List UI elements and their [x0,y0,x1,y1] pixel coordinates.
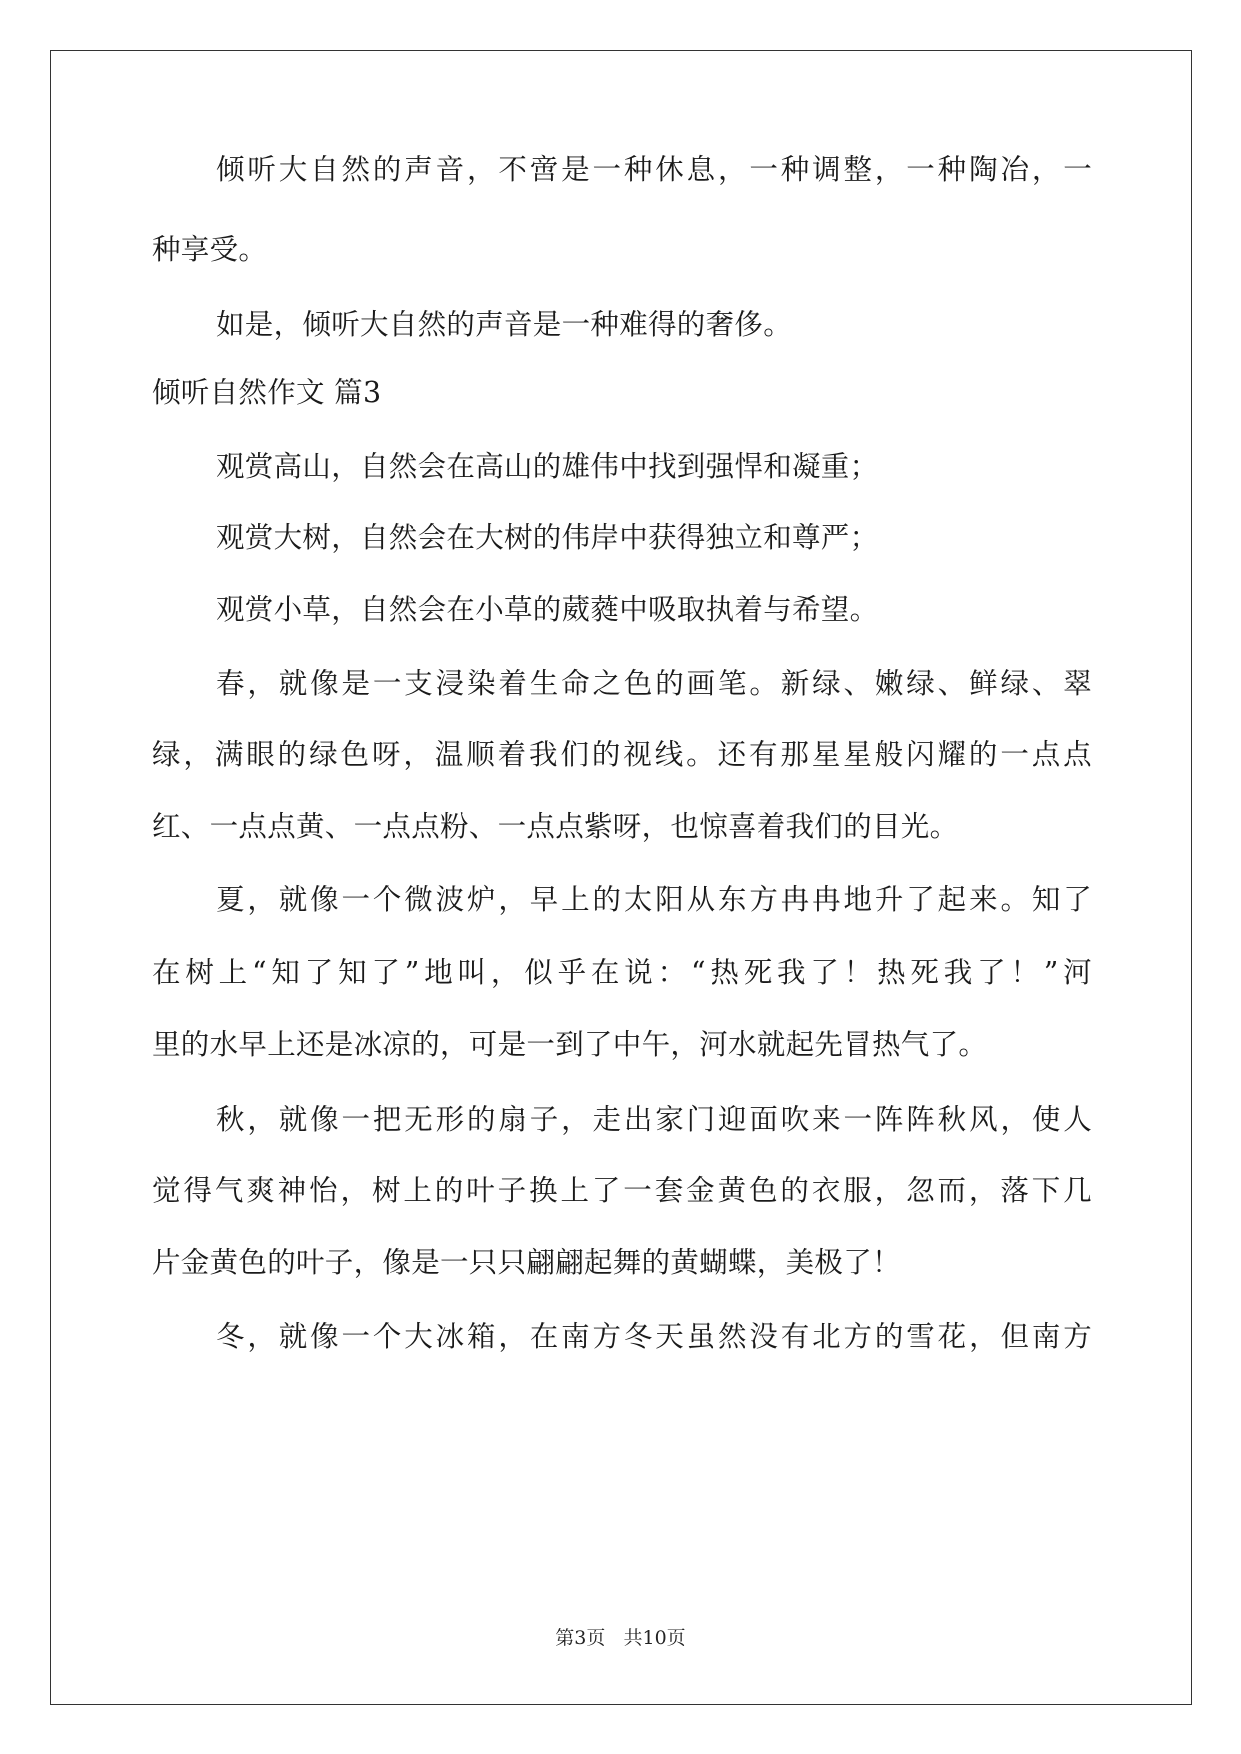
text-line: 种享受。 [152,233,268,266]
page-number: 第3页 共10页 [555,1627,686,1649]
text-line: 绿，满眼的绿色呀，温顺着我们的视线。还有那星星般闪耀的一点点 [152,738,1092,771]
text-line: 片金黄色的叶子，像是一只只翩翩起舞的黄蝴蝶，美极了！ [152,1246,901,1279]
text-line: 里的水早上还是冰凉的，可是一到了中午，河水就起先冒热气了。 [152,1028,988,1061]
text-line: 觉得气爽神怡，树上的叶子换上了一套金黄色的衣服，忽而，落下几 [152,1174,1092,1207]
text-line: 春，就像是一支浸染着生命之色的画笔。新绿、嫩绿、鲜绿、翠 [216,667,1092,700]
text-line: 夏，就像一个微波炉，早上的太阳从东方冉冉地升了起来。知了 [216,883,1092,916]
text-line: 秋，就像一把无形的扇子，走出家门迎面吹来一阵阵秋风，使人 [216,1103,1092,1136]
text-line: 在树上“知了知了”地叫，似乎在说：“热死我了！热死我了！”河 [152,956,1092,989]
page-border [50,50,1192,1705]
text-line: 观赏高山，自然会在高山的雄伟中找到强悍和凝重； [216,450,879,483]
text-line: 如是，倾听大自然的声音是一种难得的奢侈。 [216,308,793,341]
text-line: 观赏大树，自然会在大树的伟岸中获得独立和尊严； [216,521,879,554]
text-line: 倾听大自然的声音，不啻是一种休息，一种调整，一种陶冶，一 [216,153,1092,186]
text-line: 观赏小草，自然会在小草的葳蕤中吸取执着与希望。 [216,593,879,626]
section-heading: 倾听自然作文 篇3 [152,376,382,409]
text-line: 冬，就像一个大冰箱，在南方冬天虽然没有北方的雪花，但南方 [216,1320,1092,1353]
text-line: 红、一点点黄、一点点粉、一点点紫呀，也惊喜着我们的目光。 [152,810,959,843]
